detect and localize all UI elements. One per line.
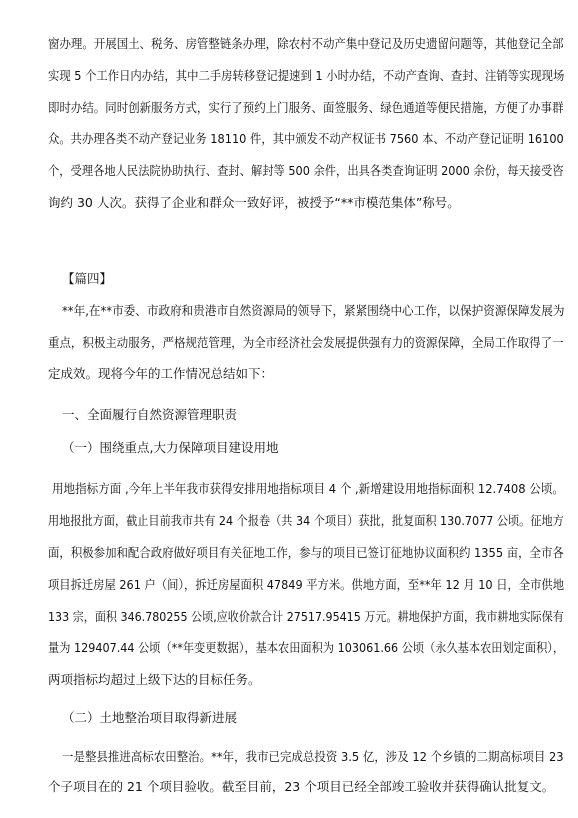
paragraph-line: 重点，积极主动服务，严格规范管理，为全市经济社会发展提供强有力的资源保障，全局工作取得了一 bbox=[48, 335, 564, 350]
paragraph-line: 用地报批方面，截止目前我市共有 24 个报卷（共 34 个项目）获批，批复面积 130.7077 公顷。征地方 bbox=[48, 513, 564, 528]
paragraph-line: 窗办理。开展国土、税务、房管整链条办理，除农村不动产集中登记及历史遗留问题等，其他登记全部 bbox=[48, 36, 564, 51]
paragraph-line: 实现 5 个工作日内办结，其中二手房转移登记提速到 1 小时办结，不动产查询、查封、注销等实现现场 bbox=[48, 68, 565, 83]
paragraph-line: 用地指标方面 ,今年上半年我市获得安排用地指标项目 4 个 ,新增建设用地指标面积 12.7408 公顷。 bbox=[52, 481, 564, 496]
paragraph-line: 即时办结。同时创新服务方式，实行了预约上门服务、面签服务、绿色通道等便民措施，方便了办事群 bbox=[48, 100, 564, 115]
paragraph-line: 询约 30 人次。获得了企业和群众一致好评，被授予“**市模范集体”称号。 bbox=[48, 195, 460, 210]
section-heading: 【篇四】 bbox=[62, 271, 113, 286]
paragraph-line: 两项指标均超过上级下达的目标任务。 bbox=[48, 672, 261, 687]
heading-level-1: 一、全面履行自然资源管理职责 bbox=[62, 407, 238, 422]
subheading: （一）围绕重点,大力保障项目建设用地 bbox=[62, 440, 279, 455]
paragraph-line: 个子项目在的 21 个项目验收。截至目前，23 个项目已经全部竣工验收并获得确认批复文。 bbox=[48, 779, 555, 794]
paragraph-line: **年,在**市委、市政府和贵港市自然资源局的领导下，紧紧围绕中心工作，以保护资源保障发展为 bbox=[62, 303, 565, 318]
paragraph-line: 项目拆迁房屋 261 户（间），拆迁房屋面积 47849 平方米。供地方面，至**年 12 月 10 日，全市供地 bbox=[48, 577, 564, 592]
paragraph-line: 133 宗，面积 346.780255 公顷,应收价款合计 27517.95415 万元。耕地保护方面，我市耕地实际保有 bbox=[48, 609, 564, 624]
paragraph-line: 一是整县推进高标农田整治。**年，我市已完成总投资 3.5 亿，涉及 12 个乡镇的二期高标项目 23 bbox=[62, 749, 564, 764]
paragraph-line: 个，受理各地人民法院协助执行、查封、解封等 500 余件，出具各类查询证明 2000 余份，每天接受咨 bbox=[48, 163, 564, 178]
paragraph-line: 定成效。现将今年的工作情况总结如下： bbox=[48, 366, 274, 381]
paragraph-line: 面，积极参加和配合政府做好项目有关征地工作，参与的项目已签订征地协议面积约 1355 亩，全市各 bbox=[48, 545, 564, 560]
paragraph-line: 众。共办理各类不动产登记业务 18110 件，其中颁发不动产权证书 7560 本、不动产登记证明 16100 bbox=[48, 131, 564, 146]
paragraph-line: 量为 129407.44 公顷（**年变更数据），基本农田面积为 103061.66 公顷（永久基本农田划定面积）， bbox=[48, 640, 565, 655]
subheading: （二）土地整治项目取得新进展 bbox=[62, 710, 238, 725]
